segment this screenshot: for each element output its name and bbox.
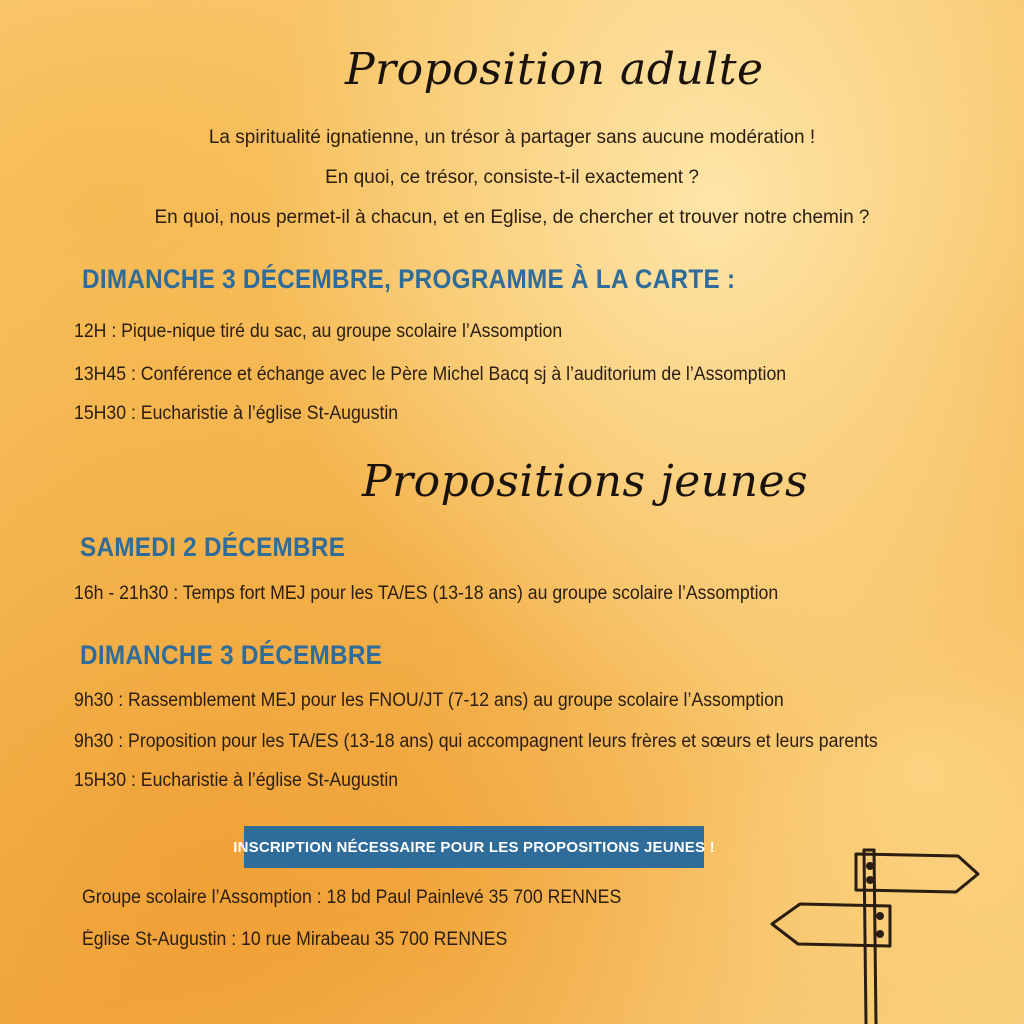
adult-program-item: 12H : Pique-nique tiré du sac, au groupe scolaire l’Assomption xyxy=(74,321,563,342)
signpost-icon xyxy=(760,840,990,1024)
adult-program-heading: DIMANCHE 3 DÉCEMBRE, PROGRAMME À LA CARTE : xyxy=(82,264,736,294)
adult-intro xyxy=(0,118,1024,238)
sunday-item: 9h30 : Rassemblement MEJ pour les FNOU/JT (7-12 ans) au groupe scolaire l’Assomption xyxy=(74,690,784,711)
saturday-item: 16h - 21h30 : Temps fort MEJ pour les TA/ES (13-18 ans) au groupe scolaire l’Assomption xyxy=(74,583,779,604)
adult-program-item: 13H45 : Conférence et échange avec le Père Michel Bacq sj à l’auditorium de l’Assomption xyxy=(74,364,787,385)
sunday-heading: DIMANCHE 3 DÉCEMBRE xyxy=(80,640,383,670)
intro-line: En quoi, nous permet-il à chacun, et en Eglise, de chercher et trouver notre chemin ? xyxy=(154,207,870,228)
adult-program-item: 15H30 : Eucharistie à l’église St-Augustin xyxy=(74,403,399,424)
sunday-item: 9h30 : Proposition pour les TA/ES (13-18 ans) qui accompagnent leurs frères et sœurs et leurs parents xyxy=(74,731,878,752)
sunday-item: 15H30 : Eucharistie à l’église St-Augustin xyxy=(74,770,399,791)
adult-title: Proposition adulte xyxy=(345,44,764,95)
intro-line: La spiritualité ignatienne, un trésor à partager sans aucune modération ! xyxy=(208,127,816,148)
address-school: Groupe scolaire l’Assomption : 18 bd Paul Painlevé 35 700 RENNES xyxy=(82,887,622,908)
registration-banner: INSCRIPTION NÉCESSAIRE POUR LES PROPOSITIONS JEUNES ! xyxy=(244,826,704,868)
youth-title: Propositions jeunes xyxy=(362,456,809,507)
intro-line: En quoi, ce trésor, consiste-t-il exactement ? xyxy=(325,167,699,188)
saturday-heading: SAMEDI 2 DÉCEMBRE xyxy=(80,532,346,562)
address-church: Église St-Augustin : 10 rue Mirabeau 35 700 RENNES xyxy=(82,929,508,950)
